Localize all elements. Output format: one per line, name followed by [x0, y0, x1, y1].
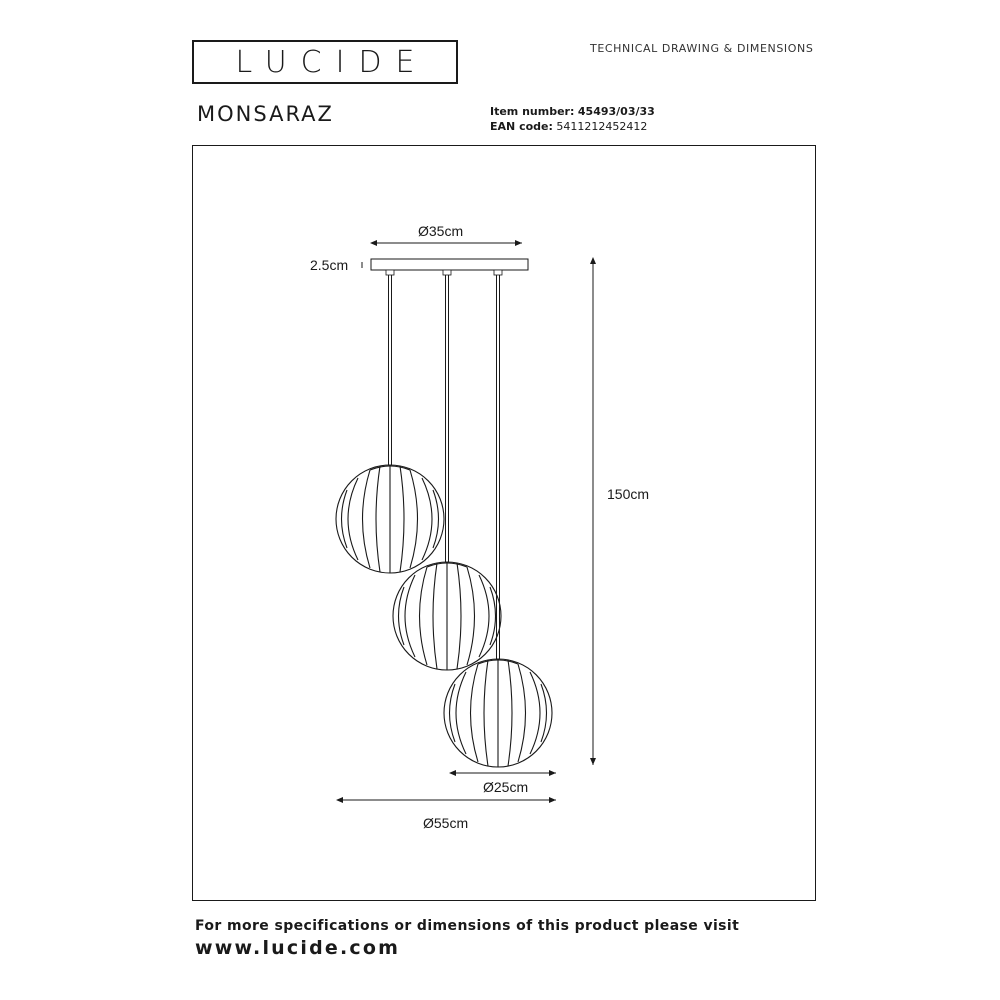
canopy-diameter-label: Ø35cm — [418, 223, 464, 239]
document-subtitle: TECHNICAL DRAWING & DIMENSIONS — [590, 42, 814, 55]
item-number-value: 45493/03/33 — [577, 105, 655, 118]
total-height-label: 150cm — [607, 486, 650, 502]
footer-note: For more specifications or dimensions of this product please visit — [195, 918, 740, 934]
cable-grip-center — [443, 270, 451, 275]
product-name: MONSARAZ — [197, 102, 334, 126]
total-diameter-label: Ø55cm — [423, 815, 469, 831]
cable-grip-left — [386, 270, 394, 275]
brand-logo-text: LUCIDE — [235, 44, 429, 80]
item-number-label: Item number: — [490, 105, 575, 118]
canopy-height-label: 2.5cm — [310, 257, 349, 273]
globe-bottom — [444, 659, 552, 767]
cable-grip-right — [494, 270, 502, 275]
website-link[interactable]: www.lucide.com — [195, 937, 401, 959]
ean-label: EAN code: — [490, 120, 553, 133]
globe-middle — [393, 562, 501, 670]
shade-diameter-label: Ø25cm — [483, 779, 529, 795]
canopy-plate — [371, 259, 528, 270]
globe-top — [336, 465, 444, 573]
ean-value: 5411212452412 — [556, 120, 648, 133]
